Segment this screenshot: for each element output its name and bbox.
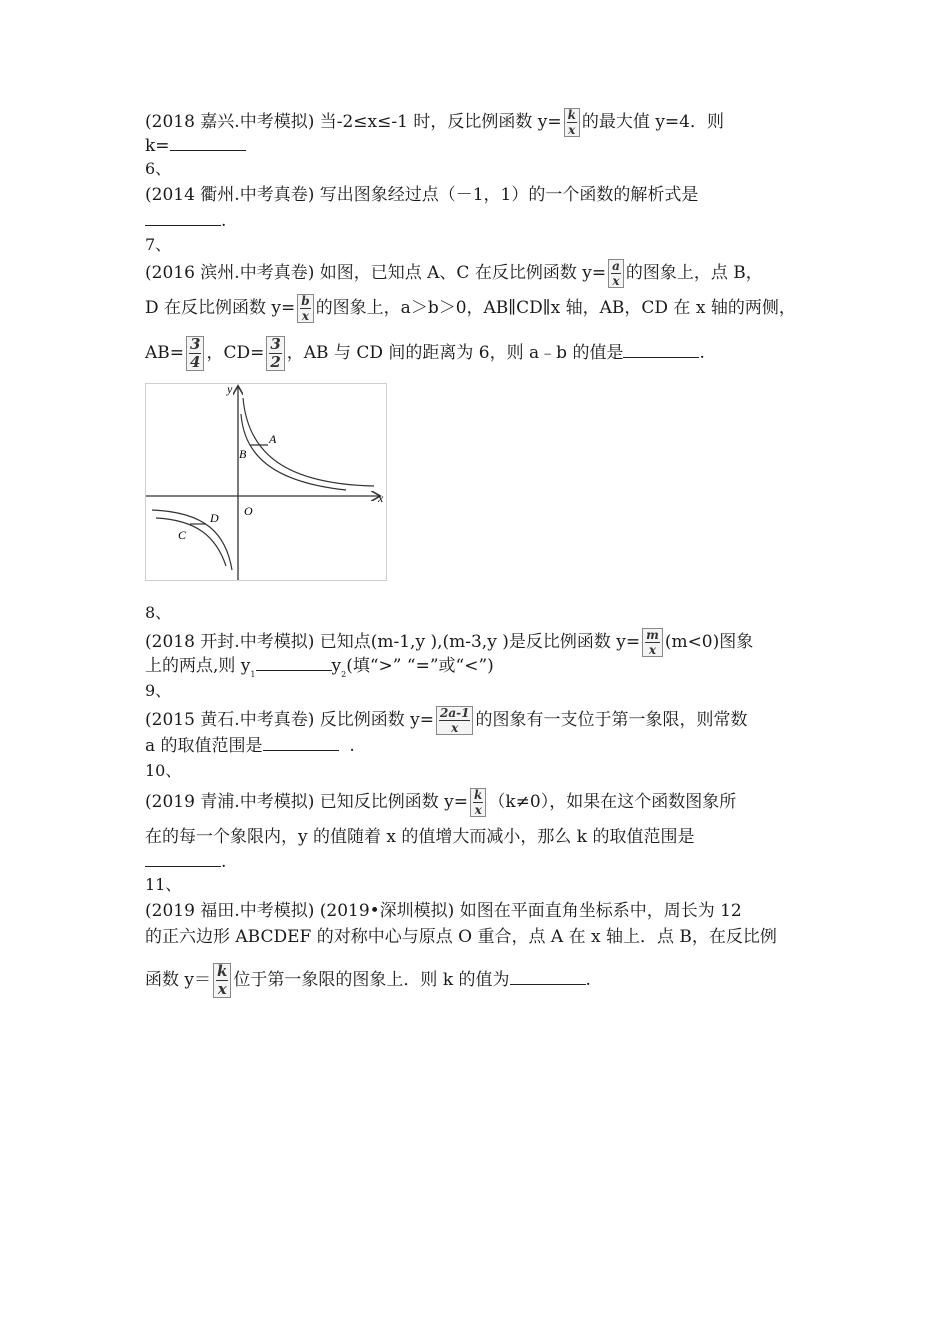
q7-line3: AB= $\frac{3}{4}$ ，CD= $\frac{3}{2}$ ，AB 与 CD 间的距离为 6，则 a﹣b 的值是 . [145, 335, 705, 371]
q7-line1: (2016 滨州.中考真卷) 如图，已知点 A、C 在反比例函数 y= $\frac{a}{x}$ 的图象上，点 B， [145, 259, 763, 288]
question-number-10: 10、 [145, 761, 182, 780]
curve-a-q1 [243, 398, 374, 486]
q5-text: (2018 嘉兴.中考模拟) 当-2≤x≤-1 时，反比例函数 y= [145, 112, 562, 132]
q9-line2: a 的取值范围是 . [145, 736, 355, 756]
question-number-7: 7、 [145, 235, 172, 254]
hyperbola-figure [145, 383, 387, 581]
question-number-8: 8、 [145, 603, 172, 622]
answer-blank [170, 134, 246, 151]
answer-blank [145, 209, 221, 226]
label-o: O [244, 504, 253, 518]
label-x: x [378, 491, 384, 505]
q11-line1: (2019 福田.中考模拟) (2019•深圳模拟) 如图在平面直角坐标系中，周长为 12 [145, 901, 742, 921]
q7-fraction-cd: $\frac{3}{2}$ [266, 336, 284, 371]
q7-fraction-ab: $\frac{3}{4}$ [186, 336, 204, 371]
q11-fraction: $\frac{k}{x}$ [213, 963, 231, 998]
q11-line2: 的正六边形 ABCDEF 的对称中心与原点 O 重合，点 A 在 x 轴上．点 B，在反比例 [145, 927, 777, 947]
q10-line2: 在的每一个象限内，y 的值随着 x 的值增大而减小，那么 k 的取值范围是 [145, 827, 695, 847]
q10-line1: (2019 青浦.中考模拟) 已知反比例函数 y= $\frac{k}{x}$ （k≠0），如果在这个函数图象所 [145, 788, 737, 817]
answer-blank [256, 654, 332, 671]
curve-b-q3 [156, 518, 226, 566]
q5-line1 [145, 108, 724, 137]
q5-line2: k= [145, 134, 246, 158]
question-number-6: 6、 [145, 159, 172, 178]
q10-line3: . [145, 850, 226, 874]
q11-line3: 函数 y＝ $\frac{k}{x}$ 位于第一象限的图象上．则 k 的值为 . [145, 962, 591, 998]
label-d: D [210, 511, 219, 525]
q7-fraction-a: $\frac{a}{x}$ [608, 259, 624, 288]
q6-line2: . [145, 209, 226, 233]
q6-line1: (2014 衢州.中考真卷) 写出图象经过点（－1，1）的一个函数的解析式是 [145, 185, 699, 205]
label-c: C [178, 528, 187, 542]
q10-fraction: $\frac{k}{x}$ [470, 788, 486, 817]
answer-blank [263, 734, 339, 751]
label-y: y [227, 384, 233, 396]
hyperbola-graph [146, 384, 386, 580]
question-number-11: 11、 [145, 875, 182, 894]
label-a: A [269, 432, 277, 446]
label-b: B [239, 447, 247, 461]
answer-blank [510, 968, 586, 985]
q5-text-end: 的最大值 y=4．则 [581, 112, 724, 132]
q8-line1: (2018 开封.中考模拟) 已知点(m-1,y ),(m-3,y )是反比例函数 y= $\frac{m}{x}$ (m<0)图象 [145, 628, 754, 657]
q7-fraction-b: $\frac{b}{x}$ [297, 294, 313, 323]
q8-fraction: $\frac{m}{x}$ [642, 628, 663, 657]
answer-blank [145, 850, 221, 867]
question-number-9: 9、 [145, 681, 172, 700]
curve-b-q1 [241, 414, 346, 490]
q7-line2: D 在反比例函数 y= $\frac{b}{x}$ 的图象上，a＞b＞0，AB∥CD∥x 轴，AB，CD 在 x 轴的两侧， [145, 294, 796, 323]
q8-line2: 上的两点,则 $y_1$ $y_2$(填“>” “=”或“<”) [145, 656, 494, 679]
q9-line1: (2015 黄石.中考真卷) 反比例函数 y= $\frac{2a-1}{x}$ 的图象有一支位于第一象限，则常数 [145, 706, 748, 735]
q5-fraction: $\frac{k}{x}$ [564, 108, 580, 137]
q9-fraction: $\frac{2a-1}{x}$ [436, 706, 473, 735]
answer-blank [623, 341, 699, 358]
